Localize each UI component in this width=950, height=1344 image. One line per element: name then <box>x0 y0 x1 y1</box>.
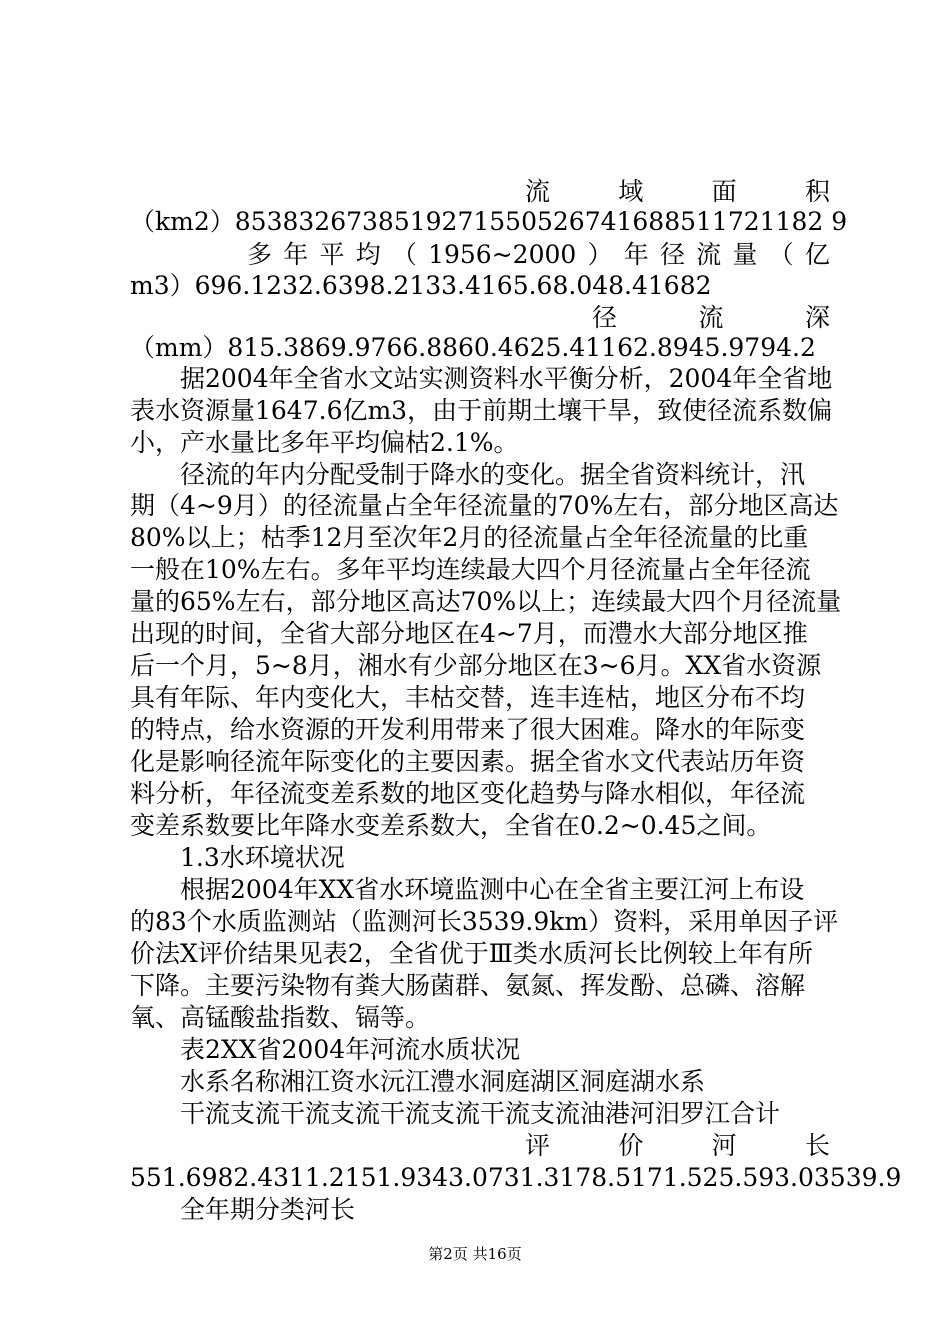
table-row-streams: 干流支流干流支流干流支流干流支流油港河汨罗江合计 <box>180 1099 781 1128</box>
word: 域 <box>618 177 644 206</box>
paragraph-line: 变差系数要比年降水变差系数大，全省在0.2~0.45之间。 <box>130 811 772 840</box>
word: 流 <box>698 303 724 332</box>
paragraph-line: 小，产水量比多年平均偏枯2.1%。 <box>130 428 519 457</box>
paragraph-line: 氧、高锰酸盐指数、镉等。 <box>130 1003 431 1032</box>
paragraph-line: 后一个月，5~8月，湘水有少部分地区在3~6月。XX省水资源 <box>130 651 822 680</box>
runoff-depth-values: （mm）815.3869.9766.8860.4625.41162.8945.9794.2 <box>130 333 816 362</box>
word: 年 <box>623 240 649 269</box>
word: 面 <box>711 177 737 206</box>
word: 多 <box>247 240 273 269</box>
page-number-footer: 第2页 共16页 <box>428 1245 522 1263</box>
word: 河 <box>711 1131 737 1160</box>
word: 积 <box>804 177 830 206</box>
paragraph-line: 化是影响径流年际变化的主要因素。据全省水文代表站历年资 <box>130 747 806 776</box>
paragraph-line: 的83个水质监测站（监测河长3539.9km）资料，采用单因子评 <box>130 907 839 936</box>
word: 量 <box>732 240 758 269</box>
word: 深 <box>804 303 830 332</box>
table-title: 表2XX省2004年河流水质状况 <box>180 1035 521 1064</box>
paragraph-line: 80%以上；枯季12月至次年2月的径流量占全年径流量的比重 <box>130 523 809 552</box>
paragraph-line: 表水资源量1647.6亿m3，由于前期土壤干旱，致使径流系数偏 <box>130 396 833 425</box>
table-header-eval-length <box>525 1129 830 1163</box>
eval-length-values: 551.6982.4311.2151.9343.0731.3178.5171.525.593.03539.9 <box>130 1163 902 1192</box>
paragraph-line: 量的65%左右，部分地区高达70%以上；连续最大四个月径流量 <box>130 587 842 616</box>
word: 价 <box>618 1131 644 1160</box>
table-row-water-system: 水系名称湘江资水沅江澧水洞庭湖区洞庭湖水系 <box>180 1067 706 1096</box>
annual-runoff-values: m3）696.1232.6398.2133.4165.68.048.41682 <box>130 271 712 300</box>
table-header-runoff-depth <box>592 301 830 335</box>
word: 年 <box>283 240 309 269</box>
paragraph-line: 价法X评价结果见表2，全省优于Ⅲ类水质河长比例较上年有所 <box>130 939 813 968</box>
word: 径 <box>659 240 685 269</box>
paragraph-line: 出现的时间，全省大部分地区在4~7月，而澧水大部分地区推 <box>130 619 808 648</box>
word: （ <box>391 240 417 269</box>
word: 流 <box>525 177 551 206</box>
table-header-basin-area <box>525 175 830 209</box>
paragraph-line: 一般在10%左右。多年平均连续最大四个月径流量占全年径流 <box>130 555 811 584</box>
paragraph-line: 料分析，年径流变差系数的地区变化趋势与降水相似，年径流 <box>130 779 806 808</box>
word: 均 <box>355 240 381 269</box>
word: 径 <box>592 303 618 332</box>
word: 长 <box>804 1131 830 1160</box>
word: 评 <box>525 1131 551 1160</box>
paragraph-line: 具有年际、年内变化大，丰枯交替，连丰连枯，地区分布不均 <box>130 683 806 712</box>
word: 平 <box>319 240 345 269</box>
paragraph-line: 下降。主要污染物有粪大肠菌群、氨氮、挥发酚、总磷、溶解 <box>130 971 806 1000</box>
paragraph-line: 据2004年全省水文站实测资料水平衡分析，2004年全省地 <box>180 364 833 393</box>
paragraph-line: 径流的年内分配受制于降水的变化。据全省资料统计，汛 <box>180 460 806 489</box>
paragraph-line: 根据2004年XX省水环境监测中心在全省主要江河上布设 <box>180 875 805 904</box>
word: （ <box>768 240 794 269</box>
paragraph-line: 的特点，给水资源的开发利用带来了很大困难。降水的年际变 <box>130 715 806 744</box>
word: 1956~2000 <box>428 240 577 269</box>
word: ） <box>587 240 613 269</box>
word: 亿 <box>804 240 830 269</box>
table-row-annual-class-length: 全年期分类河长 <box>180 1195 356 1224</box>
section-heading: 1.3水环境状况 <box>180 843 345 872</box>
table-header-annual-runoff <box>247 238 830 272</box>
paragraph-line: 期（4~9月）的径流量占全年径流量的70%左右，部分地区高达 <box>130 491 839 520</box>
word: 流 <box>696 240 722 269</box>
basin-area-values: （km2）8538326738519271550526741688511721182 9 <box>130 207 848 236</box>
